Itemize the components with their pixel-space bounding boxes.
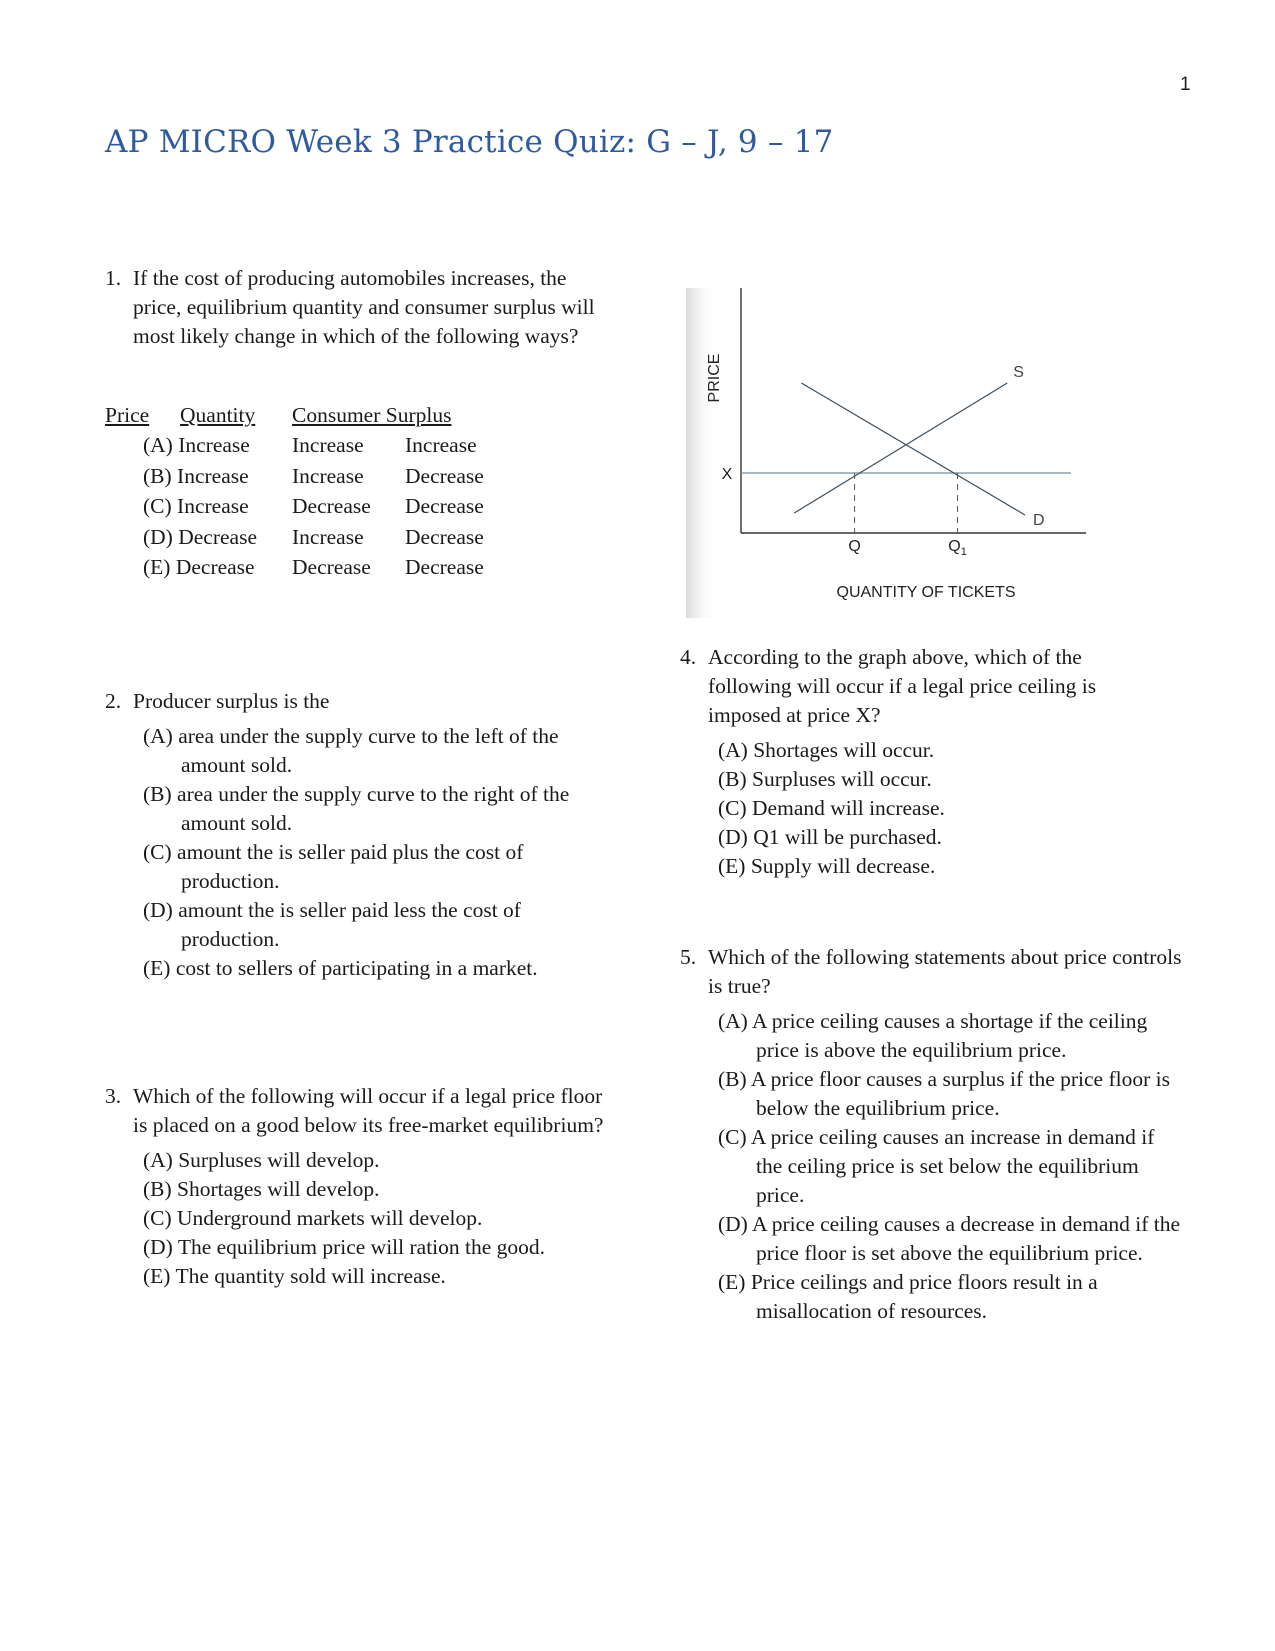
answer-option: (A) Increase xyxy=(143,433,250,457)
answer-option: (B) Increase xyxy=(143,463,249,488)
question-stem: Which of the following statements about price controls is true? xyxy=(708,945,1182,998)
x-axis-label: QUANTITY OF TICKETS xyxy=(836,584,1016,601)
tick-label-q1 xyxy=(948,538,967,558)
question-5 xyxy=(680,943,1185,1326)
question-stem: Which of the following will occur if a legal price floor is placed on a good below its free-market equilibrium? xyxy=(133,1084,604,1137)
answer-option: (A) area under the supply curve to the left of the amount sold. xyxy=(143,724,559,777)
answer-option: (E) Supply will decrease. xyxy=(718,854,936,878)
answer-option: (C) Increase xyxy=(143,494,249,518)
demand-curve xyxy=(801,383,1025,515)
demand-label: D xyxy=(1033,512,1045,529)
question-stem: According to the graph above, which of the following will occur if a legal price ceiling is imposed at price X? xyxy=(708,645,1097,727)
question-4 xyxy=(680,643,1170,881)
answer-option: (C) A price ceiling causes an increase in demand if the ceiling price is set below the equilibrium price. xyxy=(718,1125,1155,1207)
answer-cell: Decrease xyxy=(405,494,484,518)
answer-cell: Decrease xyxy=(405,524,484,549)
answer-option: (B) Shortages will develop. xyxy=(143,1177,380,1201)
supply-label: S xyxy=(1013,364,1024,381)
column-header-price: Price xyxy=(105,403,150,427)
answer-option: (C) Demand will increase. xyxy=(718,796,945,820)
y-axis-label: PRICE xyxy=(706,353,723,403)
answer-option: (C) amount the is seller paid plus the cost of production. xyxy=(143,840,524,893)
answer-option: (E) Decrease xyxy=(143,555,255,579)
tick-label-q xyxy=(848,538,860,555)
chart-svg xyxy=(686,288,1126,618)
question-2 xyxy=(105,687,615,983)
answer-option: (B) area under the supply curve to the right of the amount sold. xyxy=(143,782,570,835)
answer-option: (E) The quantity sold will increase. xyxy=(143,1264,446,1288)
answer-option: (D) Q1 will be purchased. xyxy=(718,825,942,849)
question-number: 4. xyxy=(680,645,697,669)
answer-cell: Increase xyxy=(292,524,364,549)
column-header-consumer-surplus: Consumer Surplus xyxy=(292,403,452,427)
tick-label-q1-base: Q xyxy=(948,538,961,555)
question-number: 5. xyxy=(680,945,697,969)
answer-option: (E) cost to sellers of participating in a market. xyxy=(143,956,538,980)
answer-option: (D) A price ceiling causes a decrease in demand if the price floor is set above the equilibrium price. xyxy=(718,1212,1181,1265)
option-list xyxy=(680,736,1170,881)
question-stem: If the cost of producing automobiles increases, the price, equilibrium quantity and consumer surplus will most likely change in which of the following ways? xyxy=(133,266,595,348)
question-stem: Producer surplus is the xyxy=(133,689,330,713)
answer-cell: Increase xyxy=(292,463,364,488)
question-number: 2. xyxy=(105,689,122,713)
page-title: AP MICRO Week 3 Practice Quiz: G – J, 9 – 17 xyxy=(105,124,834,160)
answer-option: (D) Decrease xyxy=(143,524,257,549)
question-1 xyxy=(105,264,615,351)
supply-curve xyxy=(794,383,1007,513)
answer-cell: Decrease xyxy=(292,555,371,579)
answer-option: (B) Surpluses will occur. xyxy=(718,767,932,791)
tick-label-q1-sub: 1 xyxy=(960,546,967,558)
answer-cell: Increase xyxy=(405,433,477,457)
question-number: 3. xyxy=(105,1084,122,1108)
answer-cell: Decrease xyxy=(405,555,484,579)
price-label-x: X xyxy=(721,466,733,483)
supply-demand-graph xyxy=(686,288,1126,618)
answer-cell: Increase xyxy=(292,433,364,457)
tick-label-q-base: Q xyxy=(848,538,861,555)
column-header-quantity: Quantity xyxy=(180,403,256,427)
answer-option: (A) Surpluses will develop. xyxy=(143,1148,380,1172)
answer-option: (A) Shortages will occur. xyxy=(718,738,935,762)
scan-shadow xyxy=(686,288,716,618)
option-list xyxy=(105,1146,615,1291)
page-number: 1 xyxy=(1180,74,1191,95)
answer-option: (D) The equilibrium price will ration the good. xyxy=(143,1235,546,1259)
answer-option: (B) A price floor causes a surplus if the price floor is below the equilibrium price. xyxy=(718,1067,1170,1120)
answer-option: (A) A price ceiling causes a shortage if the ceiling price is above the equilibrium price. xyxy=(718,1009,1148,1062)
answer-cell: Decrease xyxy=(405,463,484,488)
answer-option: (D) amount the is seller paid less the cost of production. xyxy=(143,898,521,951)
option-list xyxy=(105,722,615,983)
answer-option: (E) Price ceilings and price floors result in a misallocation of resources. xyxy=(718,1270,1098,1323)
answer-cell: Decrease xyxy=(292,494,371,518)
question-3 xyxy=(105,1082,615,1291)
answer-option: (C) Underground markets will develop. xyxy=(143,1206,483,1230)
question-number: 1. xyxy=(105,266,122,290)
option-list xyxy=(680,1007,1185,1326)
